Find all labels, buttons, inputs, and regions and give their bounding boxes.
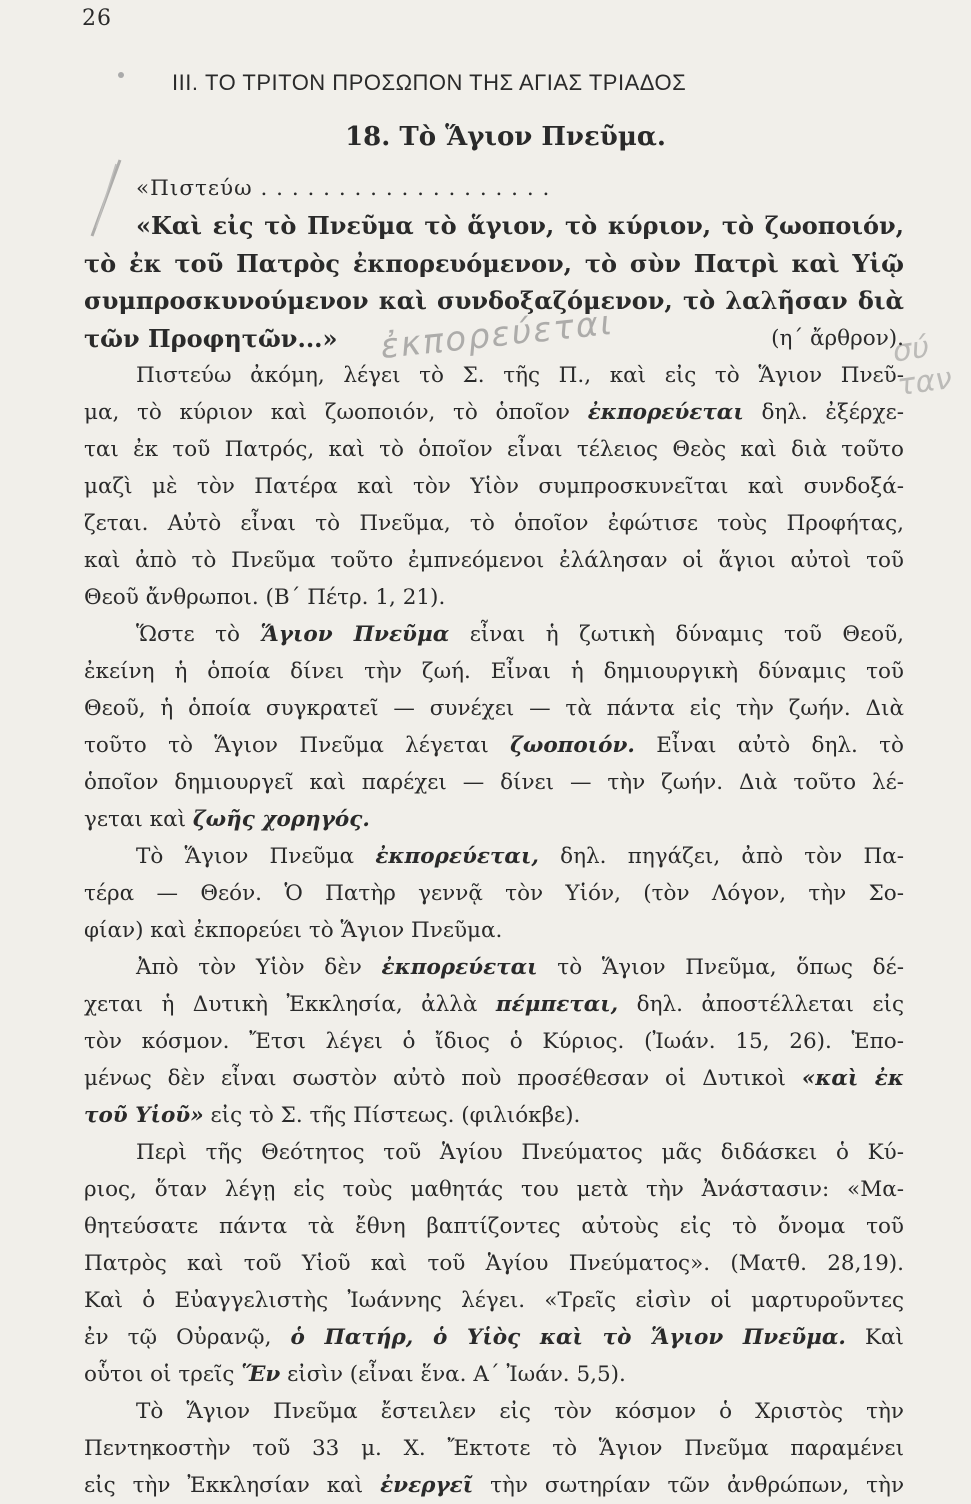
paragraph-line: Θεοῦ, ἡ ὁποία συγκρατεῖ — συνέχει — τὰ πάντα εἰς τὴν ζωήν. Διὰ: [84, 696, 904, 721]
paragraph-line: Πεντηκοστὴν τοῦ 33 μ. Χ. Ἔκτοτε τὸ Ἅγιον Πνεῦμα παραμένει: [84, 1436, 904, 1461]
paragraph-line: μα, τὸ κύριον καὶ ζωοποιόν, τὸ ὁποῖον ἐκπορεύεται δηλ. ἐξέρχε-: [84, 400, 904, 425]
paragraph-line: ἐκείνη ἡ ὁποία δίνει τὴν ζωή. Εἶναι ἡ δημιουργικὴ δύναμις τοῦ: [84, 659, 904, 684]
paragraph-line: μένως δὲν εἶναι σωστὸν αὐτὸ ποὺ προσέθεσαν οἱ Δυτικοὶ «καὶ ἐκ: [84, 1066, 904, 1091]
paragraph-line: χεται ἡ Δυτικὴ Ἐκκλησία, ἀλλὰ πέμπεται, δηλ. ἀποστέλλεται εἰς: [84, 992, 904, 1017]
paragraph-line: τὸν κόσμον. Ἔτσι λέγει ὁ ἴδιος ὁ Κύριος. (Ἰωάν. 15, 26). Ἑπο-: [84, 1029, 904, 1054]
section-heading: III. ΤΟ ΤΡΙΤΟΝ ΠΡΟΣΩΠΟΝ ΤΗΣ ΑΓΙΑΣ ΤΡΙΑΔΟΣ: [172, 70, 687, 95]
chapter-title: 18. Τὸ Ἅγιον Πνεῦμα.: [345, 122, 666, 152]
creed-line: «Καὶ εἰς τὸ Πνεῦμα τὸ ἅγιον, τὸ κύριον, τὸ ζωοποιόν,: [136, 211, 904, 240]
pencil-handwriting: ἐκπορεύεται: [378, 302, 616, 368]
paragraph-line: οὗτοι οἱ τρεῖς Ἕν εἰσὶν (εἶναι ἕνα. Α΄ Ἰωάν. 5,5).: [84, 1362, 626, 1387]
paragraph-line: ἐν τῷ Οὐρανῷ, ὁ Πατήρ, ὁ Υἱὸς καὶ τὸ Ἅγιον Πνεῦμα. Καὶ: [84, 1325, 904, 1350]
paragraph-line: τέρα — Θεόν. Ὁ Πατὴρ γεννᾷ τὸν Υἱόν, (τὸν Λόγον, τὴν Σο-: [84, 881, 904, 906]
paragraph-line: καὶ ἀπὸ τὸ Πνεῦμα τοῦτο ἐμπνεόμενοι ἐλάλησαν οἱ ἅγιοι αὐτοὶ τοῦ: [84, 548, 904, 573]
paragraph-line: Τὸ Ἅγιον Πνεῦμα ἔστειλεν εἰς τὸν κόσμον ὁ Χριστὸς τὴν: [136, 1399, 904, 1424]
margin-pencil-note: σύ ταν: [890, 329, 955, 404]
paragraph-line: Τὸ Ἅγιον Πνεῦμα ἐκπορεύεται, δηλ. πηγάζει, ἀπὸ τὸν Πα-: [136, 844, 904, 869]
paragraph-line: θητεύσατε πάντα τὰ ἔθνη βαπτίζοντες αὐτοὺς εἰς τὸ ὄνομα τοῦ: [84, 1214, 904, 1239]
creed-intro: «Πιστεύω . . . . . . . . . . . . . . . . . . .: [136, 176, 551, 201]
body-text: [84, 170, 904, 1504]
paragraph-line: Καὶ ὁ Εὐαγγελιστὴς Ἰωάννης λέγει. «Τρεῖς εἰσὶν οἱ μαρτυροῦντες: [84, 1288, 904, 1313]
paragraph-line: φίαν) καὶ ἐκπορεύει τὸ Ἅγιον Πνεῦμα.: [84, 918, 503, 943]
paragraph-line: ζεται. Αὐτὸ εἶναι τὸ Πνεῦμα, τὸ ὁποῖον ἐφώτισε τοὺς Προφήτας,: [84, 511, 904, 536]
creed-line: τῶν Προφητῶν...» (η΄ ἄρθρον).: [84, 320, 904, 358]
paragraph-line: Πατρὸς καὶ τοῦ Υἱοῦ καὶ τοῦ Ἁγίου Πνεύματος». (Ματθ. 28,19).: [84, 1251, 904, 1276]
paragraph-line: ριος, ὅταν λέγῃ εἰς τοὺς μαθητάς του μετὰ τὴν Ἀνάστασιν: «Μα-: [84, 1177, 904, 1202]
creed-line: συμπροσκυνούμενον καὶ συνδοξαζόμενον, τὸ λαλῆσαν διὰ: [84, 286, 904, 315]
paragraph-line: Ὥστε τὸ Ἅγιον Πνεῦμα εἶναι ἡ ζωτικὴ δύναμις τοῦ Θεοῦ,: [136, 622, 904, 647]
paragraph-line: γεται καὶ ζωῆς χορηγός.: [84, 807, 370, 832]
paragraph-line: Ἀπὸ τὸν Υἱὸν δὲν ἐκπορεύεται τὸ Ἅγιον Πνεῦμα, ὅπως δέ-: [136, 955, 905, 980]
paragraph-line: μαζὶ μὲ τὸν Πατέρα καὶ τὸν Υἱὸν συμπροσκυνεῖται καὶ συνδοξά-: [84, 474, 904, 499]
paragraph-line: Περὶ τῆς Θεότητος τοῦ Ἁγίου Πνεύματος μᾶς διδάσκει ὁ Κύ-: [136, 1140, 904, 1165]
paragraph-line: Θεοῦ ἄνθρωποι. (Β΄ Πέτρ. 1, 21).: [84, 585, 446, 610]
paragraph-line: τοῦ Υἱοῦ» εἰς τὸ Σ. τῆς Πίστεως. (φιλιόκβε).: [84, 1103, 581, 1128]
bullet-mark: [118, 72, 124, 78]
page-number: 26: [82, 6, 112, 31]
paragraph-line: τοῦτο τὸ Ἅγιον Πνεῦμα λέγεται ζωοποιόν. Εἶναι αὐτὸ δηλ. τὸ: [84, 733, 904, 758]
paragraph-line: Πιστεύω ἀκόμη, λέγει τὸ Σ. τῆς Π., καὶ εἰς τὸ Ἅγιον Πνεῦ-: [136, 363, 904, 388]
paragraph-line: εἰς τὴν Ἐκκλησίαν καὶ ἐνεργεῖ τὴν σωτηρίαν τῶν ἀνθρώπων, τὴν: [84, 1473, 905, 1498]
creed-line: τὸ ἐκ τοῦ Πατρὸς ἐκπορευόμενον, τὸ σὺν Πατρὶ καὶ Υἱῷ: [84, 248, 904, 278]
article-reference: (η΄ ἄρθρον).: [771, 325, 904, 351]
paragraph-line: ται ἐκ τοῦ Πατρός, καὶ τὸ ὁποῖον εἶναι τέλειος Θεὸς καὶ διὰ τοῦτο: [84, 437, 904, 462]
paragraph-line: ὁποῖον δημιουργεῖ καὶ παρέχει — δίνει — τὴν ζωήν. Διὰ τοῦτο λέ-: [84, 770, 904, 795]
